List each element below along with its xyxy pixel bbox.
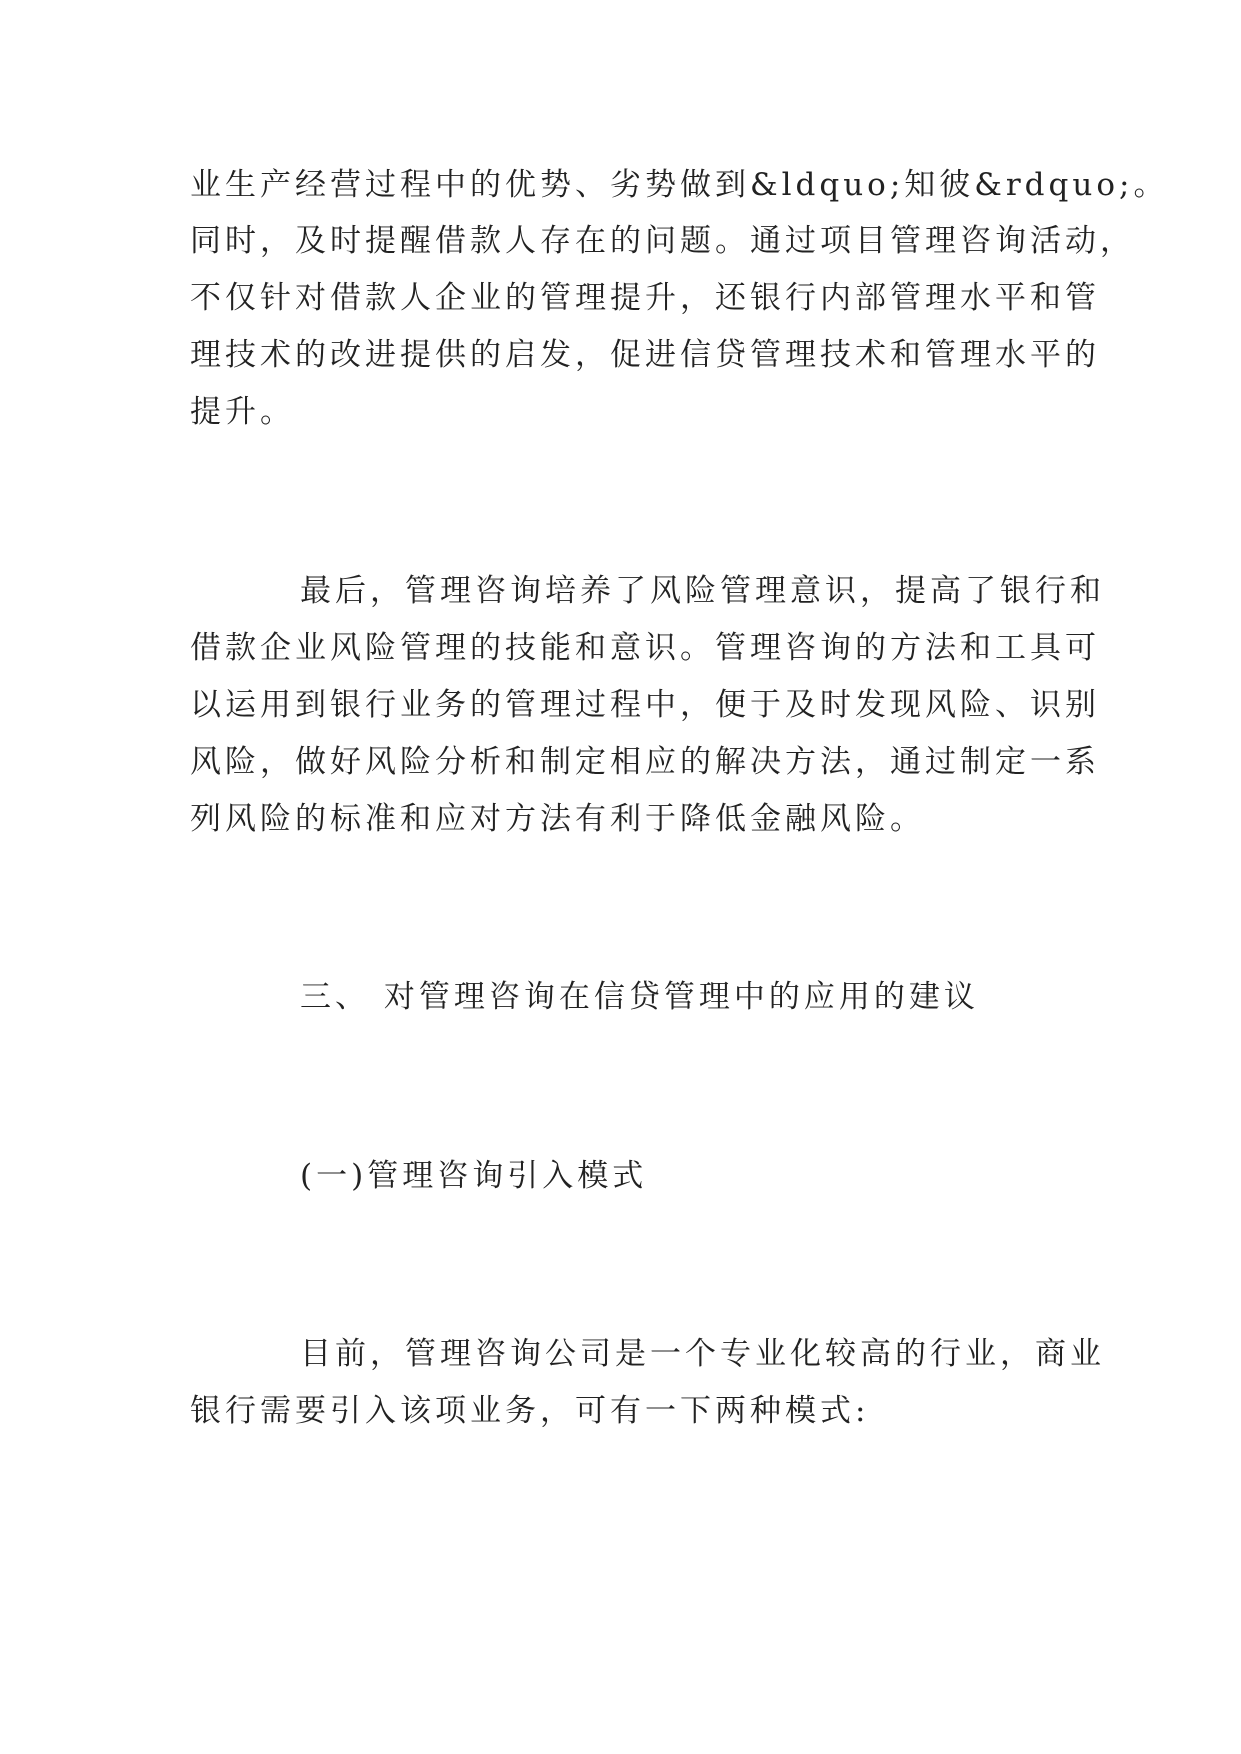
paragraph-line: 借款企业风险管理的技能和意识。管理咨询的方法和工具可	[190, 630, 1100, 666]
paragraph-line: 以运用到银行业务的管理过程中，便于及时发现风险、识别	[190, 687, 1100, 723]
paragraph-line: 列风险的标准和应对方法有利于降低金融风险。	[190, 801, 925, 837]
paragraph-line: 银行需要引入该项业务，可有一下两种模式:	[190, 1393, 870, 1429]
paragraph-line: 同时，及时提醒借款人存在的问题。通过项目管理咨询活动，	[190, 223, 1135, 259]
paragraph-line: 提升。	[190, 394, 295, 430]
paragraph-line: 业生产经营过程中的优势、劣势做到&ldquo;知彼&rdquo;。	[190, 167, 1169, 203]
paragraph-line: 最后，管理咨询培养了风险管理意识，提高了银行和	[300, 573, 1105, 609]
section-heading: 三、 对管理咨询在信贷管理中的应用的建议	[300, 979, 979, 1015]
paragraph-line: 目前，管理咨询公司是一个专业化较高的行业，商业	[300, 1336, 1105, 1372]
subsection-heading: (一)管理咨询引入模式	[300, 1158, 648, 1194]
paragraph-line: 理技术的改进提供的启发，促进信贷管理技术和管理水平的	[190, 337, 1100, 373]
paragraph-line: 不仅针对借款人企业的管理提升，还银行内部管理水平和管	[190, 280, 1100, 316]
paragraph-line: 风险，做好风险分析和制定相应的解决方法，通过制定一系	[190, 744, 1100, 780]
